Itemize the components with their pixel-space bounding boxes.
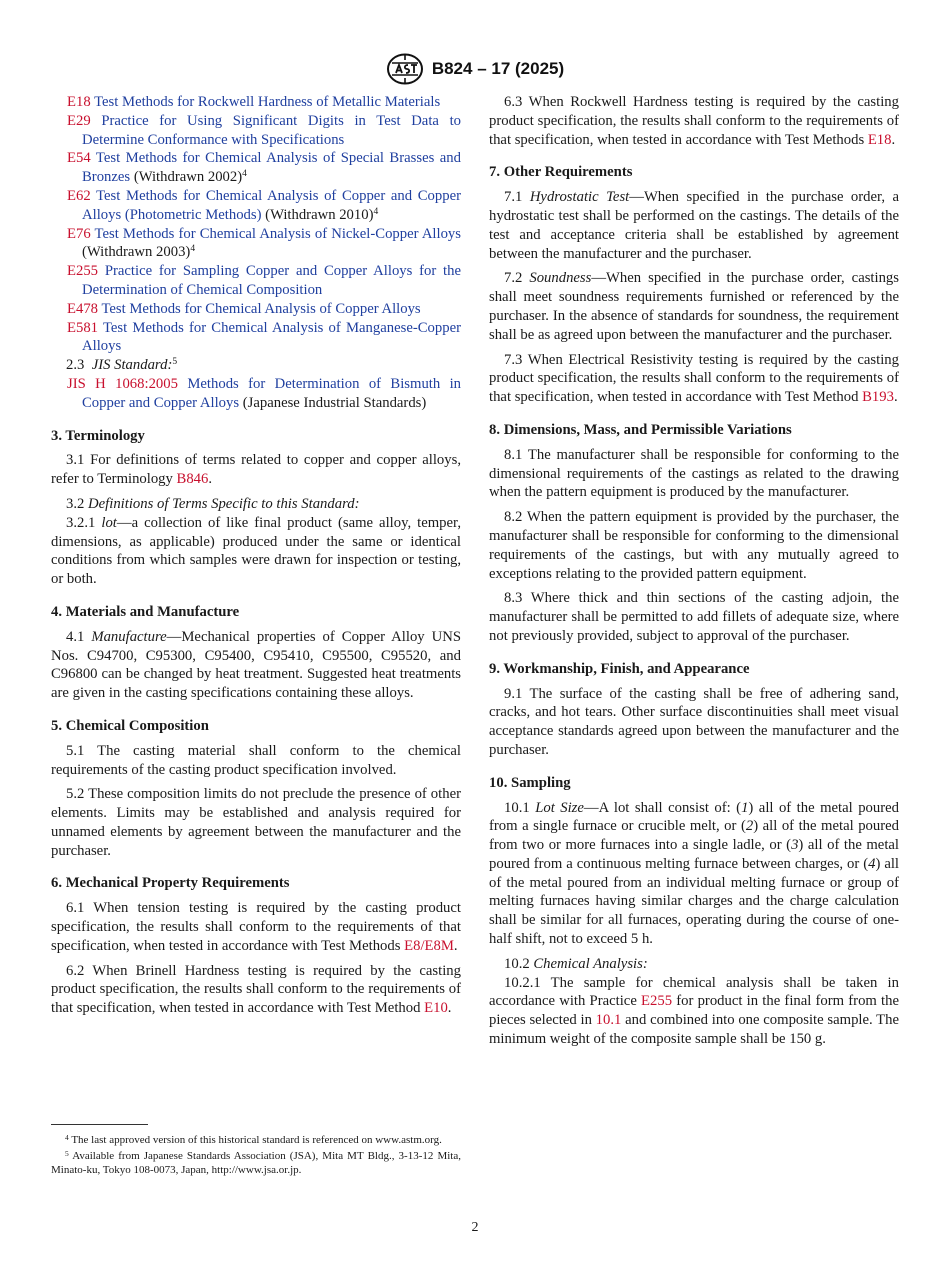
paragraph-text: for product in the final form from the pieces selected in bbox=[489, 993, 899, 1029]
withdrawn-note: (Withdrawn 2003) bbox=[82, 244, 191, 261]
paragraph-number: 4.1 bbox=[66, 628, 92, 645]
punctuation: . bbox=[891, 131, 896, 148]
paragraph-text: 10.2.1 The sample for chemical analysis shall be taken in accordance with Practice bbox=[489, 974, 899, 1010]
paragraph-number: 10.1 bbox=[504, 799, 536, 816]
paragraph bbox=[51, 451, 461, 489]
list-number: 4 bbox=[868, 855, 876, 872]
reference-item bbox=[51, 375, 461, 413]
reference-item bbox=[51, 93, 461, 112]
paragraph-text: ) all of the metal poured from a single furnace or crucible melt, or ( bbox=[489, 799, 899, 835]
reference-link[interactable]: E10 bbox=[424, 1000, 448, 1017]
reference-title-link[interactable]: Practice for Sampling Copper and Copper Alloys for the Determination of Chemical Composition bbox=[82, 263, 461, 298]
section-heading-other-requirements: 7. Other Requirements bbox=[489, 164, 633, 181]
reference-code-link[interactable]: E18 bbox=[67, 94, 91, 110]
reference-title-link[interactable]: Test Methods for Chemical Analysis of Manganese-Copper Alloys bbox=[82, 319, 461, 355]
astm-logo-icon bbox=[386, 53, 424, 85]
paragraph bbox=[51, 495, 461, 514]
paragraph-text: —Mechanical properties of Copper Alloy UNS Nos. C94700, C95300, C95400, C95410, C95500, C95520, and C96800 can be changed by heat treatment. Suggested heat treatments are given in the casting specifications containing these alloys. bbox=[51, 628, 461, 702]
reference-title-link[interactable]: Methods for Determination of Bismuth in Copper and Copper Alloys bbox=[82, 375, 462, 411]
left-column bbox=[51, 93, 461, 1024]
reference-title-link[interactable]: Test Methods for Rockwell Hardness of Metallic Materials bbox=[94, 94, 441, 110]
reference-item bbox=[51, 225, 461, 263]
reference-code-link[interactable]: E255 bbox=[67, 263, 99, 280]
paragraph: 8.3 Where thick and thin sections of the casting adjoin, the manufacturer shall be permitted to add fillets of adequate size, where not previously provided, subject to approval of the purchaser. bbox=[489, 590, 899, 644]
term-italic: lot bbox=[101, 514, 117, 531]
reference-item bbox=[51, 319, 461, 357]
reference-code-link[interactable]: E29 bbox=[67, 112, 91, 129]
paragraph: 5.2 These composition limits do not preclude the presence of other elements. Limits may be established and analysis required for unnamed elements by agreement between the manufacturer and the purchaser. bbox=[51, 786, 461, 859]
paragraph bbox=[51, 628, 461, 703]
reference-code-link[interactable]: JIS H 1068:2005 bbox=[67, 375, 178, 392]
footnote-mark: 4 bbox=[242, 169, 247, 180]
paragraph-number: 7.1 bbox=[504, 189, 530, 206]
section-heading-dimensions: 8. Dimensions, Mass, and Permissible Variations bbox=[489, 421, 792, 438]
footnote-mark: 5 bbox=[172, 357, 178, 368]
page-number: 2 bbox=[471, 1220, 479, 1235]
list-number: 3 bbox=[791, 837, 799, 854]
punctuation: . bbox=[893, 389, 898, 406]
paragraph: 8.1 The manufacturer shall be responsible for conforming to the dimensional requirements of the castings as related to the drawing when the pattern equipment is produced by the manufacturer. bbox=[489, 446, 899, 501]
footnote-mark: 4 bbox=[190, 244, 196, 255]
section-heading-materials: 4. Materials and Manufacture bbox=[51, 603, 240, 620]
paragraph bbox=[489, 974, 899, 1049]
footnote bbox=[51, 1149, 461, 1178]
footnotes bbox=[51, 1133, 461, 1179]
paragraph-text: 6.1 When tension testing is required by the casting product specification, the results shall conform to the requirements of that specification, when tested in accordance with Test Methods bbox=[51, 900, 461, 954]
reference-title-link[interactable]: Test Methods for Chemical Analysis of Copper and Copper Alloys (Photometric Methods) bbox=[82, 187, 461, 223]
reference-title-link[interactable]: Test Methods for Chemical Analysis of Special Brasses and Bronzes bbox=[82, 150, 461, 186]
paragraph-italic: Manufacture bbox=[91, 628, 167, 645]
paragraph-italic: Lot Size bbox=[535, 799, 584, 816]
paragraph-number: 7.2 bbox=[504, 270, 530, 287]
paragraph bbox=[51, 514, 461, 589]
paragraph-text: ) all of the metal poured from an individual melting furnace or group of melting furnaces having similar charges and the charge calculation shall be similar for all furnaces, operating during the course of one-half shift, not to exceed 5 h. bbox=[489, 855, 899, 948]
withdrawn-note: (Withdrawn 2010) bbox=[265, 206, 374, 223]
jis-standard-label: JIS Standard: bbox=[91, 357, 173, 374]
footnote-text: Available from Japanese Standards Association (JSA), Mita MT Bldg., 3-13-12 Mita, Minato-ku, Tokyo 108-0073, Japan, http://www.jsa.or.jp. bbox=[51, 1149, 461, 1176]
paragraph-number: 10.2 bbox=[504, 955, 534, 972]
paragraph bbox=[489, 955, 899, 974]
reference-title-link[interactable]: Practice for Using Significant Digits in Test Data to Determine Conformance with Specifications bbox=[82, 112, 461, 148]
right-column bbox=[489, 93, 899, 1055]
section-heading-workmanship: 9. Workmanship, Finish, and Appearance bbox=[489, 660, 750, 677]
paragraph-text: 3.1 For definitions of terms related to copper and copper alloys, refer to Terminology bbox=[51, 452, 461, 488]
section-heading-terminology: 3. Terminology bbox=[51, 427, 145, 444]
reference-item bbox=[51, 112, 461, 150]
footnote-text: The last approved version of this historical standard is referenced on www.astm.org. bbox=[71, 1134, 442, 1146]
punctuation: . bbox=[453, 937, 458, 954]
withdrawn-note: (Withdrawn 2002) bbox=[133, 169, 243, 186]
paragraph bbox=[489, 93, 899, 149]
section-number: 2.3 bbox=[66, 357, 85, 374]
paragraph-text: 6.2 When Brinell Hardness testing is required by the casting product specification, the results shall conform to the requirements of that specification, when tested in accordance with Test Method bbox=[51, 962, 461, 1017]
reference-note: (Japanese Industrial Standards) bbox=[242, 394, 427, 411]
paragraph-text: —When specified in the purchase order, castings shall meet soundness requirements furnished or referenced by the purchaser. In the absence of standards for soundness, the requirement shall be as agreed upon between the manufacturer and the purchaser. bbox=[489, 270, 899, 343]
document-designation: B824 – 17 (2025) bbox=[431, 59, 565, 78]
paragraph: 5.1 The casting material shall conform to the chemical requirements of the casting product specification involved. bbox=[51, 742, 461, 778]
paragraph bbox=[489, 351, 899, 407]
section-link[interactable]: 10.1 bbox=[595, 1012, 622, 1029]
footnote-mark: 5 bbox=[65, 1148, 69, 1158]
paragraph-text: —a collection of like final product (same alloy, temper, dimensions, as applicable) produced under the same or identical conditions from which samples were drawn for inspection or testing, or both. bbox=[51, 514, 461, 588]
reference-code-link[interactable]: E62 bbox=[67, 187, 91, 204]
paragraph-text: and combined into one composite sample. The minimum weight of the composite sample shall be 150 g. bbox=[489, 1012, 899, 1048]
list-number: 2 bbox=[745, 818, 754, 835]
paragraph-italic: Definitions of Terms Specific to this Standard: bbox=[88, 495, 360, 512]
paragraph: 8.2 When the pattern equipment is provided by the purchaser, the manufacturer shall be responsible for conforming to the dimensional requirements of the castings, but with any mutually agreed to exceptions relating to the provided pattern equipment. bbox=[489, 509, 899, 582]
reference-code-link[interactable]: E478 bbox=[67, 300, 99, 317]
section-heading-mechanical: 6. Mechanical Property Requirements bbox=[51, 875, 290, 892]
paragraph bbox=[489, 269, 899, 344]
reference-item bbox=[51, 187, 461, 225]
paragraph bbox=[51, 899, 461, 955]
punctuation: . bbox=[208, 471, 213, 488]
reference-item bbox=[51, 149, 461, 187]
paragraph bbox=[489, 799, 899, 949]
reference-link[interactable]: B193 bbox=[862, 389, 894, 406]
paragraph-number: 3.2 bbox=[66, 495, 89, 512]
paragraph: 9.1 The surface of the casting shall be free of adhering sand, cracks, and hot tears. Other surface discontinuities shall meet visual acceptance standards agreed upon between the manufacturer and the purchaser. bbox=[489, 685, 899, 758]
reference-code-link[interactable]: E581 bbox=[67, 319, 99, 336]
section-heading-sampling: 10. Sampling bbox=[489, 774, 571, 791]
footnote-divider bbox=[51, 1124, 148, 1125]
reference-title-link[interactable]: Test Methods for Chemical Analysis of Nickel-Copper Alloys bbox=[94, 225, 461, 242]
paragraph bbox=[51, 962, 461, 1018]
reference-item bbox=[51, 262, 461, 300]
footnote-mark: 4 bbox=[65, 1133, 69, 1142]
reference-title-link[interactable]: Test Methods for Chemical Analysis of Copper Alloys bbox=[101, 300, 421, 317]
reference-link[interactable]: B846 bbox=[176, 471, 209, 488]
paragraph-italic: Chemical Analysis: bbox=[533, 955, 648, 972]
reference-link[interactable]: E18 bbox=[867, 131, 892, 148]
paragraph-italic: Hydrostatic Test bbox=[529, 189, 630, 206]
paragraph-text: ) all of the metal poured from two or more furnaces into a single ladle, or ( bbox=[489, 818, 899, 854]
paragraph-text: ) all of the metal poured from a continuous melting furnace between charges, or ( bbox=[489, 837, 900, 872]
reference-code-link[interactable]: E76 bbox=[67, 225, 91, 242]
reference-link[interactable]: E255 bbox=[641, 993, 673, 1010]
section-heading-chemical-composition: 5. Chemical Composition bbox=[51, 717, 209, 734]
reference-link[interactable]: E8/E8M bbox=[404, 937, 454, 954]
paragraph-number: 3.2.1 bbox=[66, 514, 102, 531]
list-number: 1 bbox=[741, 799, 749, 816]
paragraph bbox=[489, 188, 899, 263]
paragraph-italic: Soundness bbox=[529, 270, 592, 287]
paragraph-text: —A lot shall consist of: ( bbox=[583, 799, 742, 816]
jis-standard-heading bbox=[51, 356, 461, 375]
reference-code-link[interactable]: E54 bbox=[67, 150, 91, 167]
footnote bbox=[51, 1133, 461, 1148]
paragraph-text: 7.3 When Electrical Resistivity testing is required by the casting product specification, the results shall conform to the requirements of that specification, when tested in accordance with Test Method bbox=[489, 351, 899, 406]
footnote-mark: 4 bbox=[373, 206, 379, 217]
page-header bbox=[0, 52, 950, 86]
paragraph-text: —When specified in the purchase order, a hydrostatic test shall be performed on the castings. The details of the test and acceptance criteria shall be established by agreement between the manufacturer and the purchaser. bbox=[489, 189, 899, 262]
reference-item bbox=[51, 300, 461, 319]
paragraph-text: 6.3 When Rockwell Hardness testing is required by the casting product specification, the results shall conform to the requirements of that specification, when tested in accordance with Test Methods bbox=[489, 94, 899, 148]
punctuation: . bbox=[447, 1000, 452, 1017]
